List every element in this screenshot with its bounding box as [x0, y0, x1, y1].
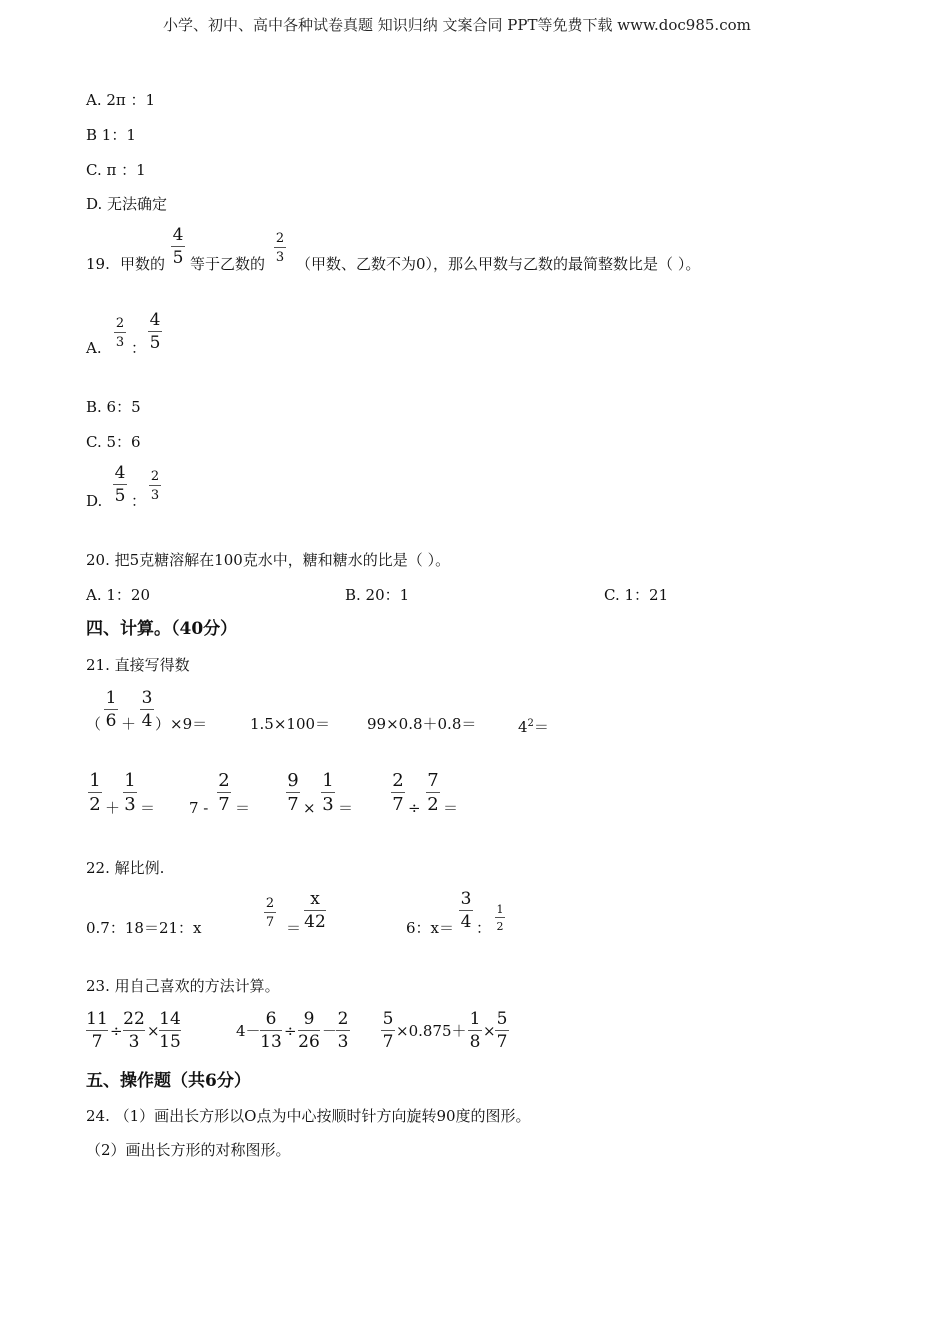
q23-c3-mid: ×0.875＋	[396, 1022, 467, 1040]
q19-text-1: 甲数的	[120, 255, 166, 273]
q21-r2-3-op: ×	[303, 799, 316, 817]
q23-c3-fraction-2: 1 8	[469, 1009, 481, 1052]
q23-c3-op: ×	[483, 1022, 496, 1040]
q23-c2-fraction-1: 6 13	[260, 1009, 282, 1052]
q21-e4: $4^2=$	[518, 718, 549, 736]
section-4-title: 四、计算。（40分）	[86, 619, 238, 639]
q23-c2-op2: －	[322, 1022, 338, 1040]
q20-stem: 20. 把5克糖溶解在100克水中，糖和糖水的比是（ ）。	[86, 551, 451, 569]
q21-r2-4-op: ÷	[408, 799, 421, 817]
q19-option-b: B. 6：5	[86, 398, 141, 416]
q23-c2-op1: ÷	[284, 1022, 297, 1040]
q21-r2-3-fraction-2: 1 3	[322, 770, 334, 815]
q21-r2-4-fraction-2: 7 2	[427, 770, 439, 815]
q22-p3-colon: ：	[476, 919, 492, 937]
q22-p2-fraction-2: x 42	[304, 889, 326, 932]
q23-c1-fraction-3: 14 15	[159, 1009, 181, 1052]
q20-option-c: C. 1：21	[604, 586, 669, 604]
q22-p3-fraction-1: 3 4	[460, 889, 472, 932]
q22-p2-eq: ＝	[286, 919, 302, 937]
q21-e3: 99×0.8＋0.8＝	[367, 715, 477, 733]
q19-option-d-fraction-2: 2 3	[150, 469, 160, 503]
q21-e1-open: （	[86, 715, 102, 733]
q18-option-a: A. 2π ：1	[86, 91, 156, 109]
q23-c2-fraction-2: 9 26	[298, 1009, 320, 1052]
q19-fraction-2-3: 2 3	[275, 231, 285, 265]
q20-option-a: A. 1：20	[86, 586, 150, 604]
q22-p3-fraction-2: 1 2	[496, 903, 504, 933]
q19-option-d-colon: ：	[131, 492, 147, 510]
q21-r2-1-op: ＋	[105, 799, 121, 817]
q19-option-a-fraction-1: 2 3	[115, 316, 125, 350]
q19-text-2: 等于乙数的	[190, 255, 266, 273]
q21-r2-4-fraction-1: 2 7	[392, 770, 404, 815]
q18-option-c: C. π ：1	[86, 161, 146, 179]
q20-option-b: B. 20：1	[345, 586, 410, 604]
q21-r2-2-pre: 7 -	[189, 799, 209, 817]
q19-fraction-4-5: 4 5	[172, 225, 184, 268]
q19-option-a-fraction-2: 4 5	[149, 310, 161, 353]
q21-r2-3-fraction-1: 9 7	[287, 770, 299, 815]
q23-c3-fraction-3: 5 7	[496, 1009, 508, 1052]
q23-c1-fraction-1: 11 7	[86, 1009, 108, 1052]
q23-c3-fraction-1: 5 7	[382, 1009, 394, 1052]
q21-e2: 1.5×100＝	[250, 715, 331, 733]
q21-r2-4-eq: ＝	[443, 799, 459, 817]
q23-c1-op2: ×	[147, 1022, 160, 1040]
q21-e1-close: ）×9＝	[155, 715, 208, 733]
q22-p3-pre: 6：x＝	[406, 919, 455, 937]
q21-r2-2-eq: ＝	[235, 799, 251, 817]
page-header: 小学、初中、高中各种试卷真题 知识归纳 文案合同 PPT等免费下载 www.doc985.com	[163, 16, 751, 34]
q18-option-d: D. 无法确定	[86, 195, 168, 213]
q19-option-a-colon: ：	[131, 339, 147, 357]
q21-r2-3-eq: ＝	[338, 799, 354, 817]
q23-c1-op1: ÷	[110, 1022, 123, 1040]
q21-r2-2-fraction: 2 7	[218, 770, 230, 815]
q18-option-b: B 1：1	[86, 126, 136, 144]
q22-stem: 22. 解比例.	[86, 859, 165, 877]
q19-option-c: C. 5：6	[86, 433, 141, 451]
q24-line-1: 24. （1）画出长方形以O点为中心按顺时针方向旋转90度的图形。	[86, 1107, 531, 1125]
q22-p2-fraction-1: 2 7	[265, 896, 275, 930]
q23-c1-fraction-2: 22 3	[123, 1009, 145, 1052]
q21-r2-1-eq: ＝	[140, 799, 156, 817]
q19-option-d-fraction-1: 4 5	[114, 463, 126, 506]
q19-option-a-label: A.	[86, 339, 102, 357]
q21-e1-fraction-1: 1 6	[105, 688, 117, 731]
q21-r2-1-fraction-1: 1 2	[89, 770, 101, 815]
q23-c2-fraction-3: 2 3	[337, 1009, 349, 1052]
q23-stem: 23. 用自己喜欢的方法计算。	[86, 977, 280, 995]
q23-c2-pre: 4－	[236, 1022, 261, 1040]
q19-number: 19.	[86, 255, 110, 273]
q21-r2-1-fraction-2: 1 3	[124, 770, 136, 815]
section-5-title: 五、操作题（共6分）	[86, 1071, 251, 1091]
q24-line-2: （2）画出长方形的对称图形。	[86, 1141, 291, 1159]
q19-option-d-label: D.	[86, 492, 103, 510]
q21-e1-fraction-2: 3 4	[141, 688, 153, 731]
q22-p1: 0.7：18＝21：x	[86, 919, 202, 937]
q19-text-3: （甲数、乙数不为0），那么甲数与乙数的最简整数比是（ ）。	[296, 255, 701, 273]
q21-e1-plus: ＋	[121, 715, 137, 733]
q21-stem: 21. 直接写得数	[86, 656, 190, 674]
